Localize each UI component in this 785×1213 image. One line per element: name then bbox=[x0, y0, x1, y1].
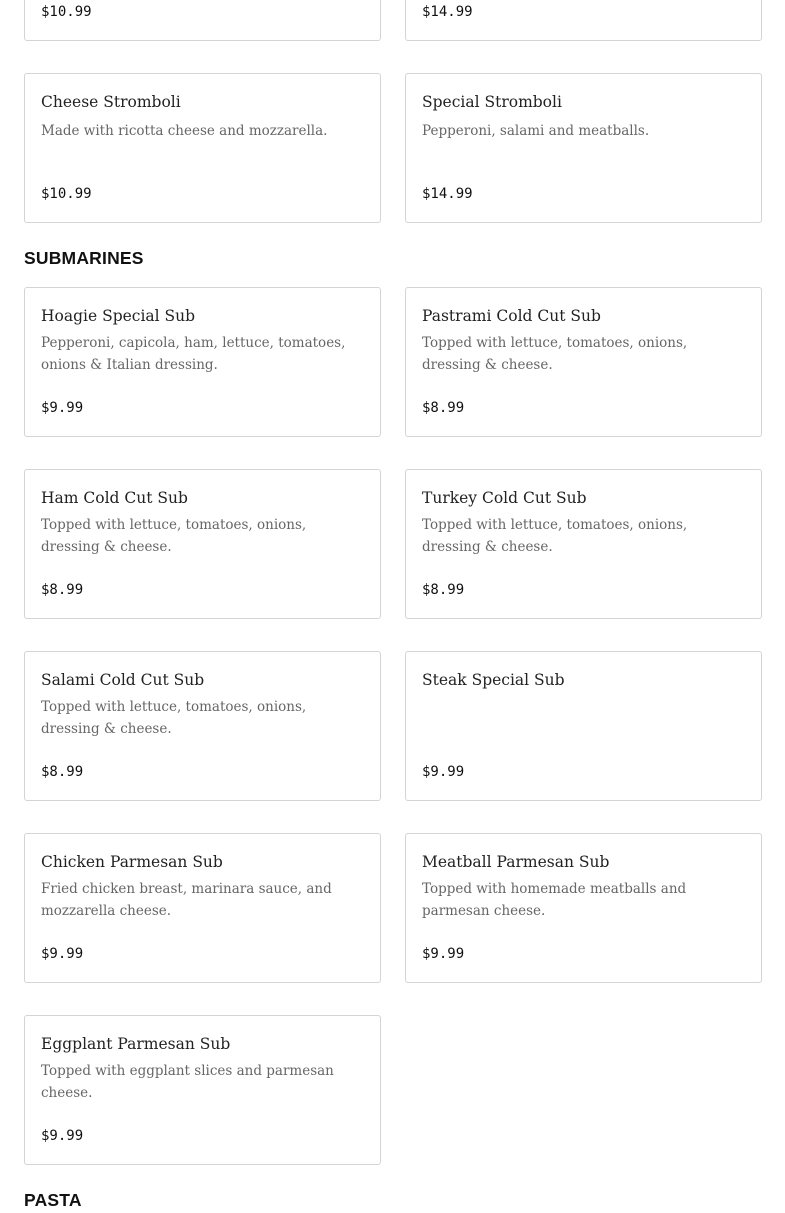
menu-item-card[interactable] bbox=[405, 0, 762, 41]
menu-item-card[interactable] bbox=[405, 833, 762, 983]
menu-item-description: Topped with lettuce, tomatoes, onions, dressing & cheese. bbox=[41, 517, 307, 555]
menu-item-card[interactable] bbox=[24, 469, 381, 619]
menu-item-name: Steak Special Sub bbox=[422, 671, 565, 689]
menu-item-card[interactable] bbox=[24, 0, 381, 41]
menu-item-price: $8.99 bbox=[41, 582, 84, 598]
section-heading-submarines: SUBMARINES bbox=[24, 248, 144, 268]
menu-item-price: $9.99 bbox=[422, 764, 465, 780]
menu-item-card[interactable] bbox=[24, 1015, 381, 1165]
menu-item-name: Salami Cold Cut Sub bbox=[41, 671, 205, 689]
menu-item-price: $14.99 bbox=[422, 4, 473, 20]
menu-item-description: Topped with eggplant slices and parmesan cheese. bbox=[41, 1063, 334, 1101]
menu-item-name: Ham Cold Cut Sub bbox=[41, 489, 188, 507]
menu-item-card[interactable] bbox=[405, 469, 762, 619]
menu-item-card[interactable] bbox=[24, 651, 381, 801]
menu-item-price: $10.99 bbox=[41, 4, 92, 20]
menu-item-description: Pepperoni, salami and meatballs. bbox=[422, 123, 650, 139]
menu-item-price: $14.99 bbox=[422, 186, 473, 202]
menu-item-name: Eggplant Parmesan Sub bbox=[41, 1035, 231, 1053]
menu-item-name: Cheese Stromboli bbox=[41, 93, 181, 111]
menu-item-description: Fried chicken breast, marinara sauce, and mozzarella cheese. bbox=[41, 881, 332, 919]
menu-item-name: Pastrami Cold Cut Sub bbox=[422, 307, 601, 325]
menu-item-name: Meatball Parmesan Sub bbox=[422, 853, 610, 871]
menu-item-description: Topped with lettuce, tomatoes, onions, dressing & cheese. bbox=[422, 335, 688, 373]
menu-item-price: $9.99 bbox=[41, 1128, 84, 1144]
menu-item-description: Made with ricotta cheese and mozzarella. bbox=[41, 123, 328, 139]
menu-item-name: Hoagie Special Sub bbox=[41, 307, 196, 325]
menu-item-name: Chicken Parmesan Sub bbox=[41, 853, 223, 871]
section-heading-pasta: PASTA bbox=[24, 1190, 82, 1210]
menu-item-price: $9.99 bbox=[41, 400, 84, 416]
menu-item-card[interactable] bbox=[405, 287, 762, 437]
menu-item-price: $10.99 bbox=[41, 186, 92, 202]
menu-item-description: Pepperoni, capicola, ham, lettuce, tomatoes, onions & Italian dressing. bbox=[41, 335, 346, 373]
menu-item-card[interactable] bbox=[24, 287, 381, 437]
menu-item-card[interactable] bbox=[405, 73, 762, 223]
menu-item-name: Special Stromboli bbox=[422, 93, 562, 111]
menu-item-card[interactable] bbox=[24, 73, 381, 223]
menu-item-card[interactable] bbox=[405, 651, 762, 801]
menu-item-price: $8.99 bbox=[422, 400, 465, 416]
menu-item-description: Topped with lettuce, tomatoes, onions, dressing & cheese. bbox=[41, 699, 307, 737]
menu-item-price: $9.99 bbox=[41, 946, 84, 962]
menu-item-description: Topped with homemade meatballs and parmesan cheese. bbox=[422, 881, 687, 919]
menu-item-name: Turkey Cold Cut Sub bbox=[422, 489, 587, 507]
menu-item-price: $8.99 bbox=[41, 764, 84, 780]
menu-item-price: $8.99 bbox=[422, 582, 465, 598]
menu-item-price: $9.99 bbox=[422, 946, 465, 962]
menu-item-card[interactable] bbox=[24, 833, 381, 983]
menu-item-description: Topped with lettuce, tomatoes, onions, dressing & cheese. bbox=[422, 517, 688, 555]
